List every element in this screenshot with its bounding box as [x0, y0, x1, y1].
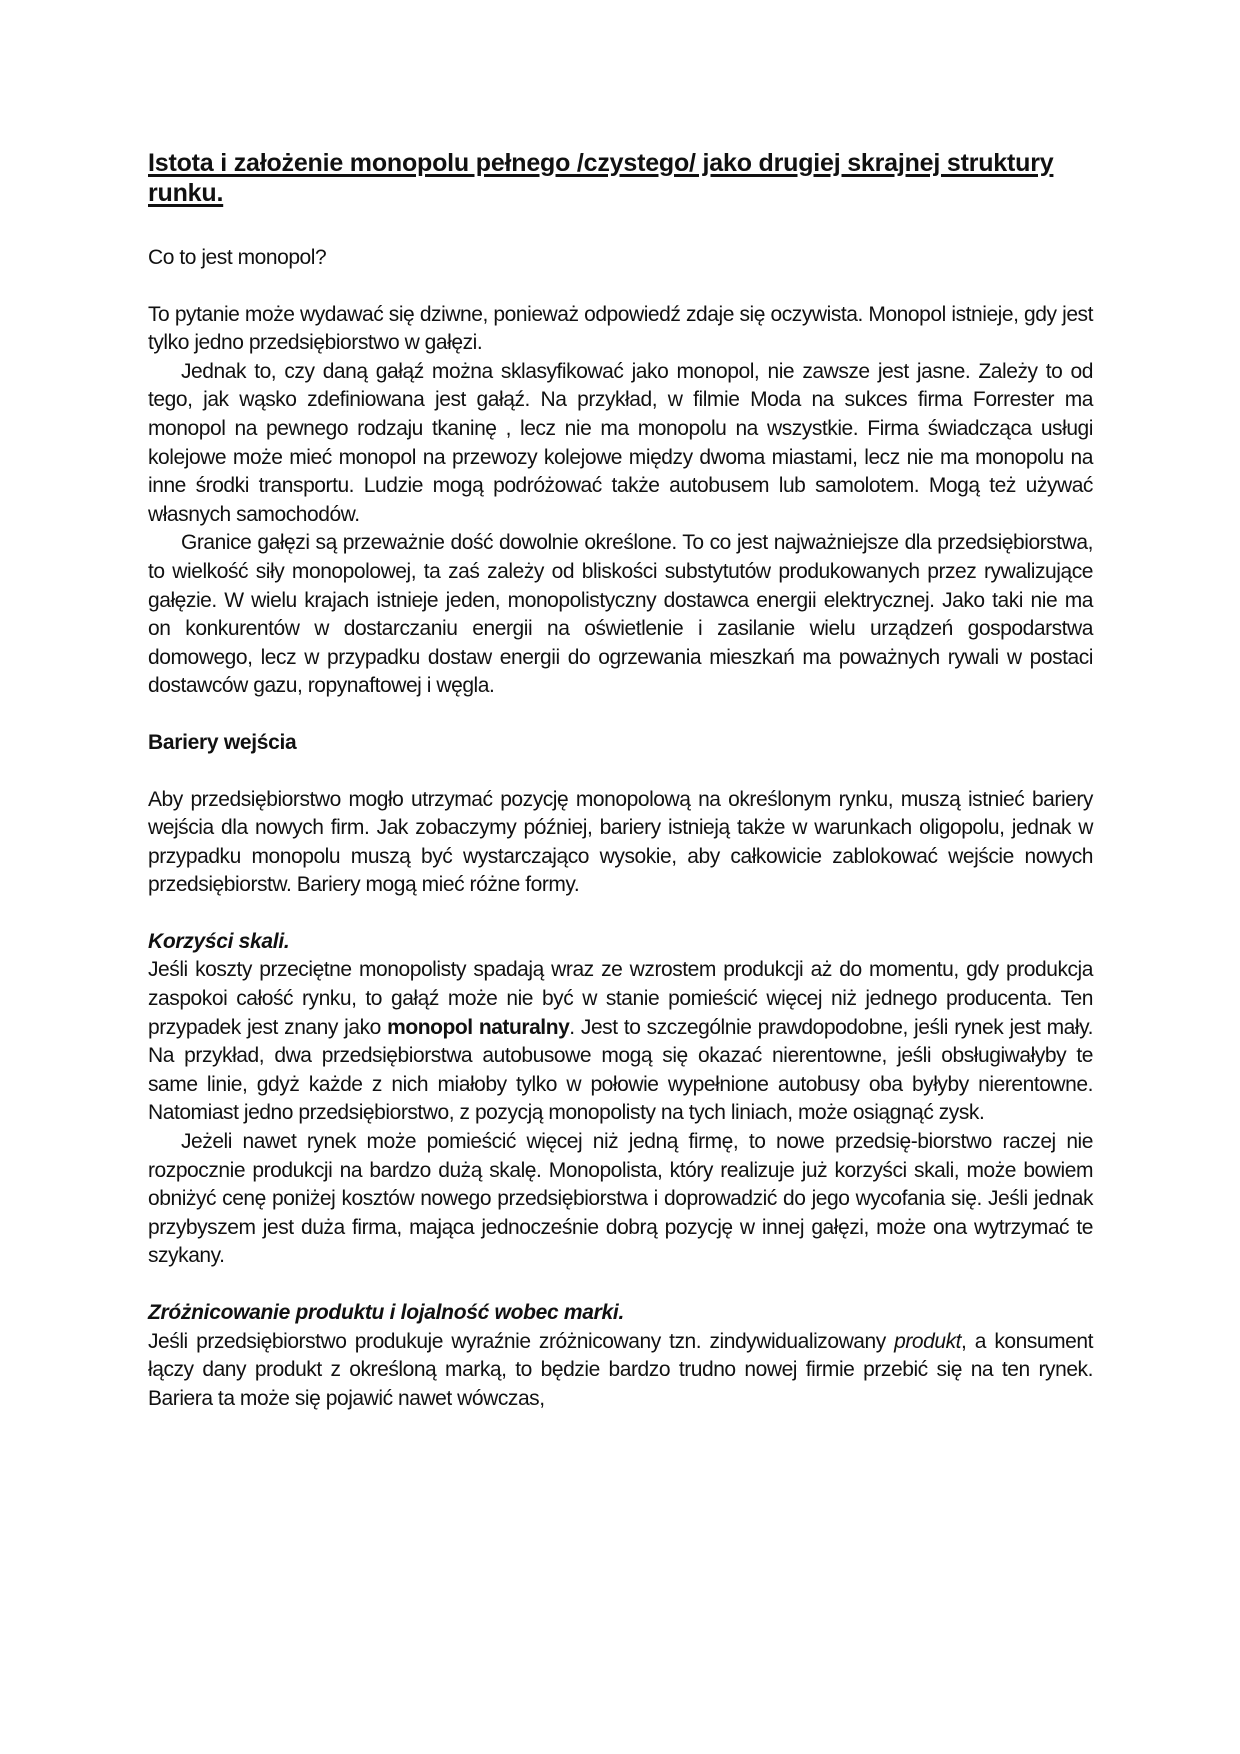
subheading-economies-of-scale: Korzyści skali.: [148, 929, 290, 953]
economies-paragraph-1: [148, 956, 1093, 1128]
intro-paragraph-3: Granice gałęzi są przeważnie dość dowolnie określone. To co jest najważniejsze dla przedsiębiorstwa, to wielkość siły monopolowej, ta zaś zależy od bliskości substytutów produkowanych przez rywalizujące gałęzie. W wielu krajach istnieje jeden, monopolistyczny dostawca energii elektrycznej. Jako taki nie ma on konkurentów w dostarczaniu energii na oświetlenie i zasilanie wielu urządzeń gospodarstwa domowego, lecz w przypadku dostaw energii do ogrzewania mieszkań ma poważnych rywali w postaci dostawców gazu, ropynaftowej i węgla.: [148, 531, 1093, 698]
differentiation-text-after: , a konsument łączy dany produkt z określoną marką, to będzie bardzo trudno nowej firmie przebić się na ten rynek. Bariera ta może się pojawić nawet wówczas,: [148, 1329, 1093, 1410]
document-page: [148, 148, 1093, 1413]
document-title: Istota i założenie monopolu pełnego /czystego/ jako drugiej skrajnej struktury runku.: [148, 149, 1054, 207]
economies-text-after: . Jest to szczególnie prawdopodobne, jeśli rynek jest mały. Na przykład, dwa przedsiębiorstwa autobusowe mogą się okazać nierentowne, jeśli obsługiwałyby te same linie, gdyż każde z nich miałoby tylko w połowie wypełnione autobusy oba byłyby nierentowne. Natomiast jedno przedsiębiorstwo, z pozycją monopolisty na tych liniach, może osiągnąć zysk.: [148, 1015, 1093, 1125]
subheading-differentiation: Zróżnicowanie produktu i lojalność wobec marki.: [148, 1301, 624, 1324]
economies-text-before: Jeśli koszty przeciętne monopolisty spadają wraz ze wzrostem produkcji aż do momentu, gdy produkcja zaspokoi całość rynku, to gałąź może nie być w stanie pomieścić więcej niż jednego producenta. Ten przypadek jest znany jako: [148, 958, 1093, 1039]
intro-paragraph-2: Jednak to, czy daną gałąź można sklasyfikować jako monopol, nie zawsze jest jasne. Zależy to od tego, jak wąsko zdefiniowana jest gałąź. Na przykład, w filmie Moda na sukces firma Forrester ma monopol na pewnego rodzaju tkaninę , lecz nie ma monopolu na wszystkie. Firma świadcząca usługi kolejowe może mieć monopol na przewozy kolejowe między dwoma miastami, lecz nie ma monopolu na inne środki transportu. Ludzie mogą podróżować także autobusem lub samolotem. Mogą też używać własnych samochodów.: [148, 359, 1093, 526]
question-line: Co to jest monopol?: [148, 246, 327, 269]
differentiation-text-before: Jeśli przedsiębiorstwo produkuje wyraźnie zróżnicowany tzn. zindywidualizowany: [148, 1329, 895, 1353]
barriers-paragraph: Aby przedsiębiorstwo mogło utrzymać pozycję monopolową na określonym rynku, muszą istnieć bariery wejścia dla nowych firm. Jak zobaczymy później, bariery istnieją także w warunkach oligopolu, jednak w przypadku monopolu muszą być wystarczająco wysokie, aby całkowicie zablokować wejście nowych przedsiębiorstw. Bariery mogą mieć różne formy.: [148, 787, 1093, 897]
economies-paragraph-2: Jeżeli nawet rynek może pomieścić więcej niż jedną firmę, to nowe przedsię-biorstwo raczej nie rozpocznie produkcji na bardzo dużą skalę. Monopolista, który realizuje już korzyści skali, może bowiem obniżyć cenę poniżej kosztów nowego przedsiębiorstwa i doprowadzić do jego wycofania się. Jeśli jednak przybyszem jest duża firma, mająca jednocześnie dobrą pozycję w innej gałęzi, może ona wytrzymać te szykany.: [148, 1130, 1093, 1268]
differentiation-paragraph: [148, 1328, 1093, 1414]
section-heading-barriers: Bariery wejścia: [148, 730, 297, 754]
intro-paragraph-1: To pytanie może wydawać się dziwne, ponieważ odpowiedź zdaje się oczywista. Monopol istnieje, gdy jest tylko jedno przedsiębiorstwo w gałęzi.: [148, 302, 1093, 355]
product-term: produkt: [894, 1329, 962, 1353]
natural-monopoly-term: monopol naturalny: [387, 1015, 570, 1039]
